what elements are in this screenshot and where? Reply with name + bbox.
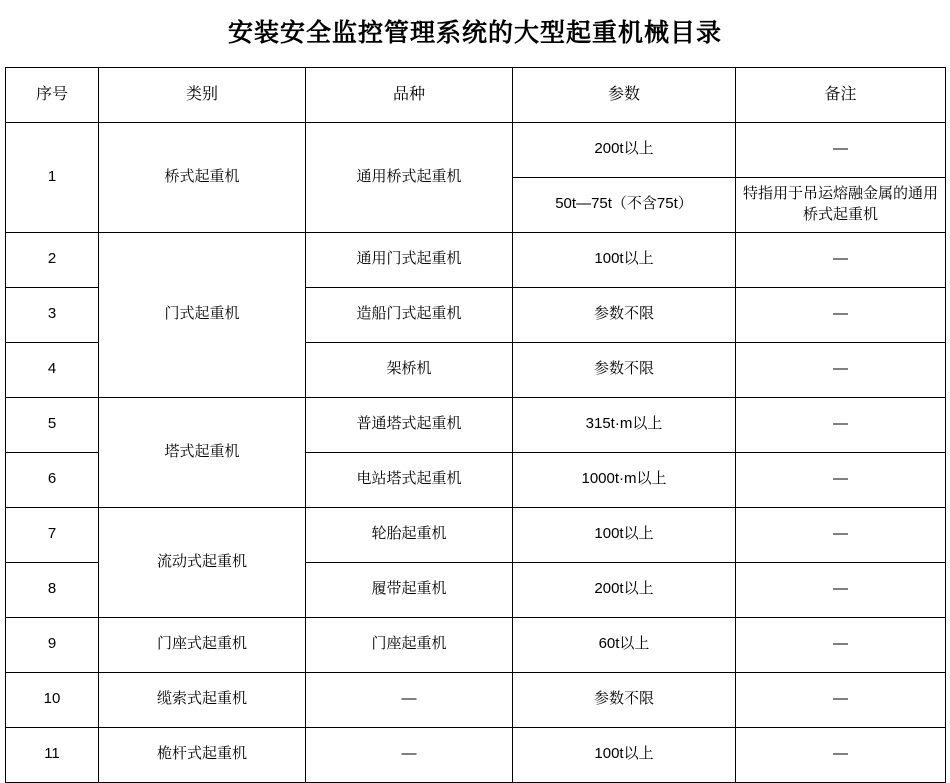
- cell-parameter: 100t以上: [513, 507, 736, 562]
- table-row: [6, 617, 946, 672]
- cell-note: 特指用于吊运熔融金属的通用桥式起重机: [736, 177, 946, 232]
- cell-note: —: [736, 507, 946, 562]
- cell-parameter: 100t以上: [513, 727, 736, 782]
- cell-no: 1: [6, 122, 99, 232]
- cell-category: 缆索式起重机: [99, 672, 306, 727]
- cell-parameter: 参数不限: [513, 672, 736, 727]
- cell-parameter: 100t以上: [513, 232, 736, 287]
- cell-category: 塔式起重机: [99, 397, 306, 507]
- cell-parameter: 参数不限: [513, 287, 736, 342]
- cell-type: 履带起重机: [306, 562, 513, 617]
- cell-type: 普通塔式起重机: [306, 397, 513, 452]
- table-row: [6, 672, 946, 727]
- cell-category: 流动式起重机: [99, 507, 306, 617]
- cell-parameter: 315t·m以上: [513, 397, 736, 452]
- cell-no: 9: [6, 617, 99, 672]
- page-title: 安装安全监控管理系统的大型起重机械目录: [227, 20, 722, 47]
- cell-category: 门式起重机: [99, 232, 306, 397]
- table-row: [6, 507, 946, 562]
- cell-parameter: 50t—75t（不含75t）: [513, 177, 736, 232]
- column-header-parameter: 参数: [513, 67, 736, 122]
- table-body: [6, 122, 946, 782]
- cell-type: 电站塔式起重机: [306, 452, 513, 507]
- cell-parameter: 参数不限: [513, 342, 736, 397]
- table-header: [6, 67, 946, 122]
- cell-no: 5: [6, 397, 99, 452]
- table-row: [6, 122, 946, 177]
- cell-category: 桥式起重机: [99, 122, 306, 232]
- cell-note: —: [736, 727, 946, 782]
- cell-type: 通用门式起重机: [306, 232, 513, 287]
- cell-note: —: [736, 617, 946, 672]
- column-header-category: 类别: [99, 67, 306, 122]
- cell-no: 2: [6, 232, 99, 287]
- cell-no: 7: [6, 507, 99, 562]
- cell-type: 造船门式起重机: [306, 287, 513, 342]
- cell-no: 6: [6, 452, 99, 507]
- cell-no: 10: [6, 672, 99, 727]
- cell-note: —: [736, 672, 946, 727]
- cell-no: 11: [6, 727, 99, 782]
- cell-note: —: [736, 397, 946, 452]
- cell-note: —: [736, 342, 946, 397]
- table-header-row: [6, 67, 946, 122]
- cell-no: 3: [6, 287, 99, 342]
- cell-note: —: [736, 452, 946, 507]
- cell-parameter: 200t以上: [513, 122, 736, 177]
- cell-type: —: [306, 672, 513, 727]
- column-header-note: 备注: [736, 67, 946, 122]
- cell-type: 轮胎起重机: [306, 507, 513, 562]
- table-row: [6, 397, 946, 452]
- cell-type: 门座起重机: [306, 617, 513, 672]
- cell-note: —: [736, 232, 946, 287]
- column-header-no: 序号: [6, 67, 99, 122]
- cell-parameter: 60t以上: [513, 617, 736, 672]
- cell-parameter: 200t以上: [513, 562, 736, 617]
- cell-type: —: [306, 727, 513, 782]
- cell-no: 4: [6, 342, 99, 397]
- cell-category: 桅杆式起重机: [99, 727, 306, 782]
- cell-note: —: [736, 122, 946, 177]
- cell-no: 8: [6, 562, 99, 617]
- cell-note: —: [736, 562, 946, 617]
- table-row: [6, 727, 946, 782]
- cell-category: 门座式起重机: [99, 617, 306, 672]
- column-header-type: 品种: [306, 67, 513, 122]
- crane-catalog-table: [5, 67, 946, 783]
- table-row: [6, 232, 946, 287]
- cell-type: 通用桥式起重机: [306, 122, 513, 232]
- cell-note: —: [736, 287, 946, 342]
- cell-type: 架桥机: [306, 342, 513, 397]
- cell-parameter: 1000t·m以上: [513, 452, 736, 507]
